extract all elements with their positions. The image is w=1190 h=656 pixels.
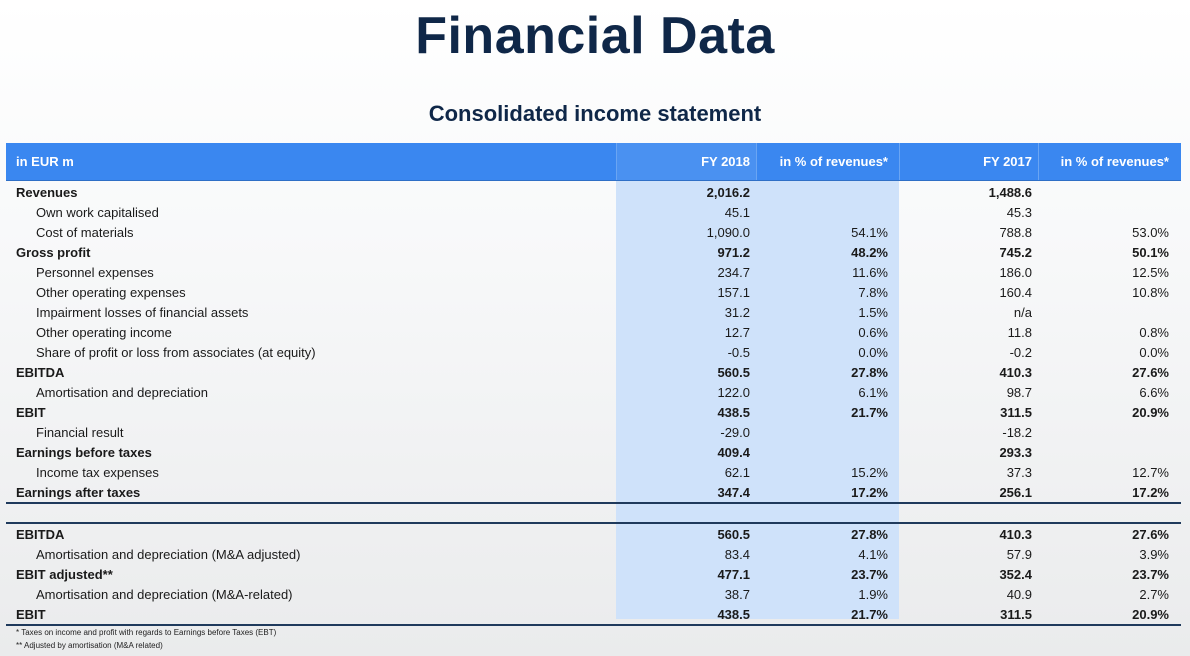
row-label: Own work capitalised (36, 204, 159, 220)
value-fy2018: 347.4 (717, 484, 750, 500)
value-fy2017: 410.3 (999, 364, 1032, 380)
pct-fy2017: 50.1% (1132, 244, 1169, 260)
value-fy2017: 352.4 (999, 566, 1032, 582)
table-row (6, 462, 1181, 482)
table-row (6, 524, 1181, 544)
table-row (6, 362, 1181, 382)
row-label: EBITDA (16, 364, 65, 380)
income-rows (6, 181, 1181, 502)
value-fy2017: 293.3 (999, 444, 1032, 460)
pct-fy2018: 48.2% (851, 244, 888, 260)
pct-fy2018: 21.7% (851, 606, 888, 622)
row-label: Amortisation and depreciation (M&A adjusted) (36, 546, 301, 562)
value-fy2018: 2,016.2 (706, 184, 750, 200)
value-fy2017: 40.9 (1006, 586, 1032, 602)
row-label: Revenues (16, 184, 78, 200)
value-fy2018: 62.1 (724, 464, 750, 480)
value-fy2018: 971.2 (717, 244, 750, 260)
value-fy2017: 98.7 (1006, 384, 1032, 400)
value-fy2017: 186.0 (999, 264, 1032, 280)
value-fy2018: 438.5 (717, 606, 750, 622)
value-fy2018: 1,090.0 (706, 224, 750, 240)
ebit-reconciliation-rows (6, 524, 1181, 624)
pct-fy2017 (1038, 302, 1181, 322)
row-label: EBITDA (16, 526, 65, 542)
value-fy2017: -18.2 (1002, 424, 1032, 440)
value-fy2017: 256.1 (999, 484, 1032, 500)
row-label: Impairment losses of financial assets (36, 304, 249, 320)
value-fy2018: 122.0 (717, 384, 750, 400)
row-label: Amortisation and depreciation (M&A-related) (36, 586, 293, 602)
footnote: * Taxes on income and profit with regards to Earnings before Taxes (EBT) (16, 628, 277, 637)
pct-fy2017: 6.6% (1139, 384, 1169, 400)
pct-fy2018: 15.2% (851, 464, 888, 480)
pct-fy2018: 11.6% (852, 264, 888, 280)
pct-fy2017: 0.8% (1139, 324, 1169, 340)
row-label: Gross profit (16, 244, 91, 260)
value-fy2018: 31.2 (724, 304, 750, 320)
value-fy2017: 311.5 (1000, 606, 1032, 622)
value-fy2018: 83.4 (724, 546, 750, 562)
table-row (6, 222, 1181, 242)
pct-fy2018: 6.1% (858, 384, 888, 400)
table-row (6, 242, 1181, 262)
table-row (6, 442, 1181, 462)
row-label: Amortisation and depreciation (36, 384, 208, 400)
value-fy2017: 311.5 (1000, 404, 1032, 420)
table-row (6, 422, 1181, 442)
row-label: Income tax expenses (36, 464, 159, 480)
row-label: Earnings before taxes (16, 444, 152, 460)
pct-fy2017: 27.6% (1132, 364, 1169, 380)
table-row (6, 604, 1181, 624)
pct-fy2018: 21.7% (851, 404, 888, 420)
value-fy2017: 410.3 (999, 526, 1032, 542)
table-row (6, 482, 1181, 502)
pct-fy2018: 17.2% (851, 484, 888, 500)
pct-fy2017: 2.7% (1139, 586, 1169, 602)
value-fy2017: -0.2 (1009, 344, 1032, 360)
value-fy2017: 57.9 (1006, 546, 1032, 562)
value-fy2017: 160.4 (999, 284, 1032, 300)
pct-fy2017: 12.7% (1132, 464, 1169, 480)
pct-fy2017: 0.0% (1139, 344, 1169, 360)
header-label: in EUR m (16, 154, 74, 169)
table-row (6, 382, 1181, 402)
table-row (6, 564, 1181, 584)
value-fy2018: 38.7 (724, 586, 750, 602)
statement-subtitle: Consolidated income statement (428, 101, 762, 126)
pct-fy2017: 53.0% (1132, 224, 1169, 240)
pct-fy2017 (1038, 182, 1181, 202)
pct-fy2018: 4.1% (858, 546, 888, 562)
footnotes (16, 626, 276, 652)
value-fy2018: 409.4 (717, 444, 750, 460)
value-fy2017: 45.3 (1006, 204, 1032, 220)
pct-fy2017: 17.2% (1132, 484, 1169, 500)
pct-fy2017: 12.5% (1132, 264, 1169, 280)
pct-fy2017 (1038, 442, 1181, 462)
pct-fy2018: 0.6% (858, 324, 888, 340)
table-row (6, 302, 1181, 322)
pct-fy2017: 10.8% (1132, 284, 1169, 300)
pct-fy2018 (756, 442, 899, 462)
value-fy2017: n/a (1013, 304, 1032, 320)
header-pct2017: in % of revenues* (1038, 143, 1181, 180)
pct-fy2018: 27.8% (851, 526, 888, 542)
value-fy2018: -29.0 (720, 424, 750, 440)
header-fy2017: FY 2017 (899, 143, 1038, 180)
value-fy2018: 560.5 (717, 364, 750, 380)
pct-fy2018 (756, 182, 899, 202)
value-fy2018: 438.5 (717, 404, 750, 420)
pct-fy2018 (756, 422, 899, 442)
pct-fy2017: 20.9% (1132, 404, 1169, 420)
table-row (6, 182, 1181, 202)
header-pct2018: in % of revenues* (756, 143, 899, 180)
value-fy2018: 234.7 (717, 264, 750, 280)
table-row (6, 262, 1181, 282)
value-fy2017: 1,488.6 (988, 184, 1032, 200)
value-fy2017: 788.8 (999, 224, 1032, 240)
value-fy2017: 37.3 (1006, 464, 1032, 480)
pct-fy2018: 1.5% (858, 304, 888, 320)
table-row (6, 282, 1181, 302)
row-label: Other operating expenses (36, 284, 186, 300)
table-gap (6, 504, 1181, 522)
income-statement-table (6, 143, 1181, 626)
row-label: Share of profit or loss from associates (at equity) (36, 344, 316, 360)
value-fy2018: 477.1 (717, 566, 750, 582)
pct-fy2017: 20.9% (1132, 606, 1169, 622)
pct-fy2017 (1038, 422, 1181, 442)
row-label: EBIT adjusted** (16, 566, 113, 582)
pct-fy2018: 0.0% (858, 344, 888, 360)
table-row (6, 544, 1181, 564)
value-fy2018: -0.5 (727, 344, 750, 360)
value-fy2018: 560.5 (717, 526, 750, 542)
pct-fy2017 (1038, 202, 1181, 222)
row-label: EBIT (16, 404, 46, 420)
pct-fy2018: 7.8% (858, 284, 888, 300)
pct-fy2017: 23.7% (1132, 566, 1169, 582)
table-row (6, 402, 1181, 422)
pct-fy2018: 23.7% (851, 566, 888, 582)
pct-fy2017: 3.9% (1139, 546, 1169, 562)
value-fy2018: 12.7 (724, 324, 750, 340)
table-row (6, 322, 1181, 342)
row-label: Other operating income (36, 324, 172, 340)
value-fy2018: 45.1 (724, 204, 750, 220)
row-label: Cost of materials (36, 224, 134, 240)
table-row (6, 342, 1181, 362)
pct-fy2018: 27.8% (851, 364, 888, 380)
pct-fy2018: 1.9% (858, 586, 888, 602)
footnote: ** Adjusted by amortisation (M&A related) (16, 641, 163, 650)
table-row (6, 584, 1181, 604)
header-fy2018: FY 2018 (616, 143, 756, 180)
value-fy2017: 11.8 (1007, 324, 1032, 340)
row-label: Financial result (36, 424, 124, 440)
value-fy2017: 745.2 (999, 244, 1032, 260)
row-label: Personnel expenses (36, 264, 154, 280)
pct-fy2018 (756, 202, 899, 222)
pct-fy2018: 54.1% (851, 224, 888, 240)
table-row (6, 202, 1181, 222)
pct-fy2017: 27.6% (1132, 526, 1169, 542)
row-label: Earnings after taxes (16, 484, 141, 500)
row-label: EBIT (16, 606, 46, 622)
table-header (6, 143, 1181, 181)
page-title: Financial Data (415, 7, 775, 65)
value-fy2018: 157.1 (717, 284, 750, 300)
